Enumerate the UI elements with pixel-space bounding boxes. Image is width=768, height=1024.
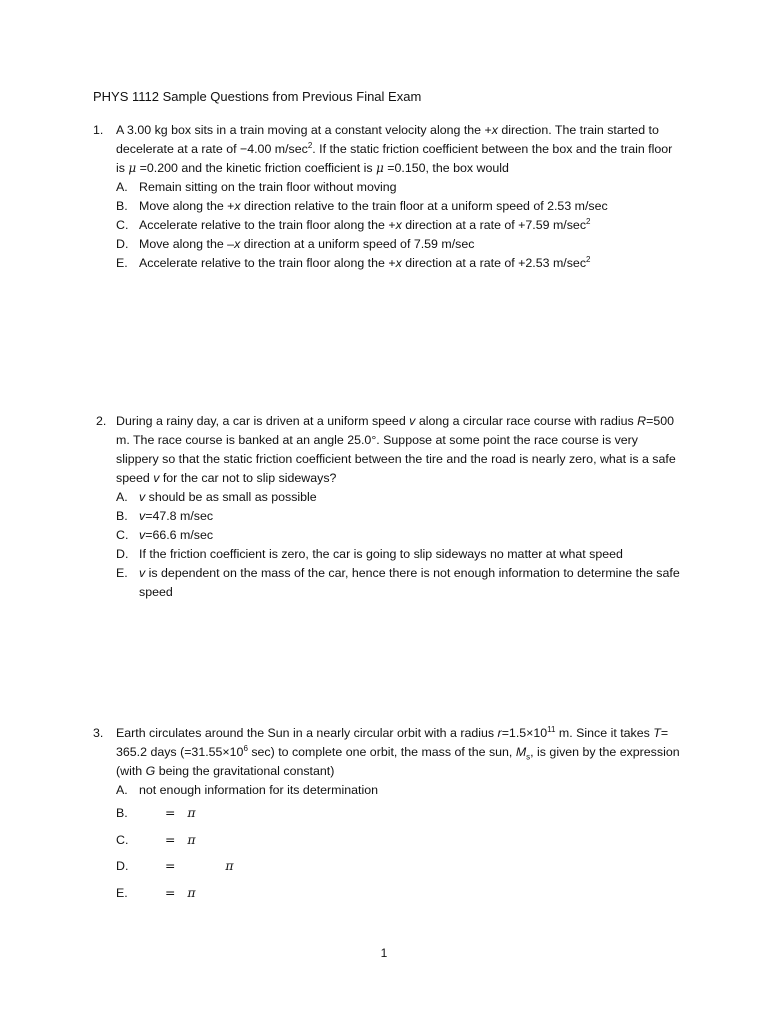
- option-letter: D.: [116, 237, 129, 251]
- exponent: 6: [243, 743, 248, 753]
- answer-option-e: [93, 880, 683, 907]
- var-v: v: [139, 566, 146, 580]
- answer-option-c: [93, 526, 683, 545]
- option-letter: C.: [116, 832, 129, 847]
- answer-option-a: [93, 178, 683, 197]
- page-number: 1: [380, 946, 388, 960]
- formula: [165, 827, 196, 854]
- answer-options: [93, 781, 683, 906]
- answer-option-d: [93, 235, 683, 254]
- stem-text: During a rainy day, a car is driven at a uniform speed: [116, 414, 410, 428]
- answer-option-c: [93, 216, 683, 235]
- stem-text: along a circular race course with radius: [415, 414, 638, 428]
- option-text: direction at a rate of +2.53 m/sec: [401, 256, 587, 270]
- stem-text: =1.5×10: [501, 726, 548, 740]
- option-text: =66.6 m/sec: [145, 528, 214, 542]
- stem-text: =500 m. The race course is banked at an angle 25.0°. Suppose at some point the race course is very slippery so that the static friction coefficient between the tire and the road is nearly zero, what is a safe speed: [116, 414, 676, 485]
- question-1: [93, 121, 683, 273]
- option-text: Accelerate relative to the train floor along the +: [139, 256, 396, 270]
- pi-symbol: π: [225, 858, 234, 873]
- option-text: Accelerate relative to the train floor along the +: [139, 218, 396, 232]
- stem-text: , is given by the expression (with: [116, 745, 680, 778]
- question-3: [93, 724, 683, 906]
- stem-text: =0.200 and the kinetic friction coefficient is: [136, 161, 377, 175]
- var-r: R: [637, 414, 647, 428]
- question-number: 2.: [96, 414, 107, 428]
- subscript: s: [526, 752, 531, 762]
- var-x: x: [234, 237, 241, 251]
- answer-option-a: [93, 781, 683, 800]
- stem-text: direction. The train started to decelerate at a rate of −4.00 m/sec: [116, 123, 659, 156]
- var-x: x: [395, 256, 402, 270]
- option-letter: C.: [116, 528, 129, 542]
- option-letter: B.: [116, 806, 128, 820]
- stem-text: sec) to complete one orbit, the mass of the sun,: [247, 745, 516, 759]
- formula: [165, 800, 196, 827]
- pi-symbol: π: [187, 884, 196, 900]
- option-text: is dependent on the mass of the car, hence there is not enough information to determine the safe speed: [139, 566, 680, 599]
- answer-option-b: [93, 507, 683, 526]
- var-v: v: [139, 509, 146, 523]
- var-v: v: [153, 471, 160, 485]
- option-letter: B.: [116, 509, 128, 523]
- answer-option-e: [93, 564, 683, 602]
- option-text: not enough information for its determination: [139, 783, 379, 797]
- var-v: v: [409, 414, 416, 428]
- answer-options: [93, 178, 683, 273]
- exponent: 11: [547, 724, 556, 734]
- var-m: M: [515, 745, 527, 759]
- question-stem: [93, 724, 683, 781]
- option-text: Move along the –: [139, 237, 235, 251]
- option-letter: E.: [116, 566, 128, 580]
- option-text: If the friction coefficient is zero, the car is going to slip sideways no matter at what speed: [139, 547, 623, 561]
- option-text: direction relative to the train floor at a uniform speed of 2.53 m/sec: [240, 199, 608, 213]
- option-text: direction at a rate of +7.59 m/sec: [401, 218, 587, 232]
- stem-text: . If the static friction coefficient between the box and the train floor is: [116, 142, 673, 175]
- option-letter: A.: [116, 783, 128, 797]
- pi-symbol: π: [187, 805, 196, 820]
- formula: [165, 853, 234, 880]
- option-letter: C.: [116, 218, 129, 232]
- var-g: G: [145, 764, 156, 778]
- stem-text: m. Since it takes: [555, 726, 654, 740]
- option-text: should be as small as possible: [145, 490, 317, 504]
- formula: [165, 880, 196, 907]
- stem-text: =0.150, the box would: [383, 161, 509, 175]
- var-x: x: [395, 218, 402, 232]
- option-text: =47.8 m/sec: [145, 509, 214, 523]
- answer-option-a: [93, 488, 683, 507]
- option-text: Remain sitting on the train floor without moving: [139, 180, 397, 194]
- answer-option-d: [93, 545, 683, 564]
- equals-sign: =: [165, 884, 176, 900]
- answer-option-e: [93, 254, 683, 273]
- var-r: r: [497, 726, 502, 740]
- pi-symbol: π: [187, 831, 196, 847]
- question-number: 1.: [93, 123, 104, 137]
- equals-sign: =: [165, 858, 176, 873]
- answer-option-b: [93, 800, 683, 827]
- option-text: Move along the +: [139, 199, 235, 213]
- answer-option-c: [93, 827, 683, 854]
- option-letter: D.: [116, 547, 129, 561]
- stem-text: = 365.2 days (=31.55×10: [116, 726, 669, 759]
- answer-options: [93, 488, 683, 602]
- option-letter: B.: [116, 199, 128, 213]
- question-number: 3.: [93, 726, 104, 740]
- equals-sign: =: [165, 831, 176, 847]
- mu-kinetic-symbol: μ: [376, 161, 384, 175]
- answer-option-d: [93, 853, 683, 880]
- option-letter: E.: [116, 256, 128, 270]
- var-v: v: [139, 490, 146, 504]
- option-letter: A.: [116, 490, 128, 504]
- exponent: 2: [586, 254, 591, 264]
- question-2: [93, 412, 683, 602]
- exponent: 2: [586, 216, 591, 226]
- var-v: v: [139, 528, 146, 542]
- stem-text: for the car not to slip sideways?: [159, 471, 337, 485]
- equals-sign: =: [165, 805, 176, 820]
- var-t: T: [653, 726, 661, 740]
- option-letter: D.: [116, 859, 129, 873]
- answer-option-b: [93, 197, 683, 216]
- var-x: x: [491, 123, 498, 137]
- option-letter: A.: [116, 180, 128, 194]
- question-stem: [93, 412, 683, 488]
- question-stem: [93, 121, 683, 178]
- stem-text: Earth circulates around the Sun in a nearly circular orbit with a radius: [116, 726, 498, 740]
- page-title: PHYS 1112 Sample Questions from Previous Final Exam: [93, 89, 422, 104]
- exponent: 2: [307, 140, 313, 150]
- option-letter: E.: [116, 885, 128, 900]
- mu-static-symbol: μ: [128, 161, 137, 175]
- stem-text: A 3.00 kg box sits in a train moving at a constant velocity along the +: [116, 123, 492, 137]
- option-text: direction at a uniform speed of 7.59 m/sec: [240, 237, 475, 251]
- var-x: x: [234, 199, 241, 213]
- stem-text: being the gravitational constant): [155, 764, 335, 778]
